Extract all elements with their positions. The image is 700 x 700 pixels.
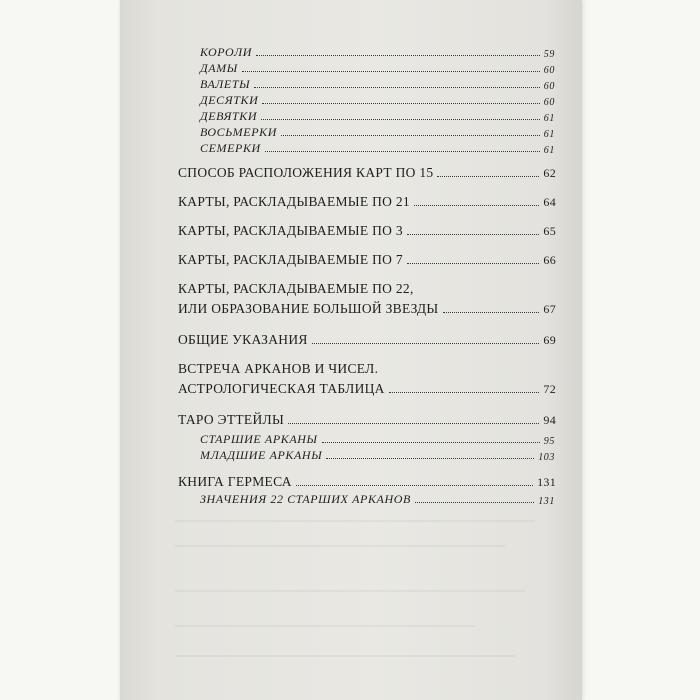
toc-page-number: 62: [543, 166, 556, 180]
toc-page-number: 65: [543, 224, 556, 238]
toc-entry-label: ЗНАЧЕНИЯ 22 СТАРШИХ АРКАНОВ: [200, 492, 411, 506]
toc-entry-book-of-hermes[interactable]: [178, 472, 556, 490]
toc-page-number: 66: [543, 253, 556, 267]
toc-entry-label: ВОСЬМЕРКИ: [200, 125, 277, 139]
dot-leader: [254, 87, 540, 88]
dot-leader: [443, 312, 540, 313]
toc-entry-nines[interactable]: [200, 108, 555, 124]
dot-leader: [261, 119, 540, 120]
toc-entry-label: КАРТЫ, РАСКЛАДЫВАЕМЫЕ ПО 3: [178, 223, 403, 238]
toc-entry-label: ТАРО ЭТТЕЙЛЫ: [178, 412, 285, 427]
toc-entry-cards-22[interactable]: [178, 299, 556, 317]
toc-entry-label: ОБЩИЕ УКАЗАНИЯ: [178, 332, 308, 347]
dot-leader: [242, 71, 540, 72]
toc-entry-label: СПОСОБ РАСПОЛОЖЕНИЯ КАРТ ПО 15: [178, 165, 434, 180]
toc-page-number: 72: [543, 382, 556, 396]
dot-leader: [265, 151, 540, 152]
toc-page-number: 94: [543, 413, 556, 427]
toc-page-number: 61: [543, 129, 555, 140]
dot-leader: [389, 392, 540, 393]
dot-leader: [326, 458, 534, 459]
bleed-through-line: [175, 545, 505, 547]
toc-page-number: 67: [543, 302, 556, 316]
toc-entry-label: КАРТЫ, РАСКЛАДЫВАЕМЫЕ ПО 21: [178, 194, 410, 209]
toc-page-number: 103: [538, 452, 555, 463]
toc-entry-cards-21[interactable]: [178, 192, 556, 210]
dot-leader: [296, 485, 533, 486]
toc-entry-minor-arcana[interactable]: [200, 447, 555, 463]
toc-entry-queens[interactable]: [200, 60, 555, 76]
dot-leader: [415, 502, 534, 503]
bleed-through-line: [175, 655, 515, 657]
toc-entry-label: ВАЛЕТЫ: [200, 77, 251, 91]
toc-page-number: 95: [543, 436, 555, 447]
toc-entry-cards-7[interactable]: [178, 250, 556, 268]
toc-entry-label: КАРТЫ, РАСКЛАДЫВАЕМЫЕ ПО 7: [178, 252, 403, 267]
bleed-through-line: [175, 590, 525, 592]
toc-entry-label: ДЕСЯТКИ: [200, 93, 259, 107]
toc-entry-label: МЛАДШИЕ АРКАНЫ: [200, 448, 323, 462]
toc-entry-label: КОРОЛИ: [200, 45, 253, 59]
dot-leader: [281, 135, 540, 136]
toc-entry-general-instructions[interactable]: [178, 330, 556, 348]
dot-leader: [407, 263, 539, 264]
toc-page-number: 61: [543, 113, 555, 124]
toc-page-number: 60: [543, 81, 555, 92]
toc-page-number: 64: [543, 195, 556, 209]
toc-entry-tens[interactable]: [200, 92, 555, 108]
dot-leader: [312, 343, 540, 344]
dot-leader: [437, 176, 539, 177]
toc-entry-tarot-etteila[interactable]: [178, 410, 556, 428]
dot-leader: [414, 205, 539, 206]
toc-entry-label: ДАМЫ: [200, 61, 238, 75]
toc-entry-label: ДЕВЯТКИ: [200, 109, 258, 123]
toc-entry-kings[interactable]: [200, 44, 555, 60]
toc-entry-jacks[interactable]: [200, 76, 555, 92]
toc-page-number: 131: [538, 496, 555, 507]
toc-entry-sevens[interactable]: [200, 140, 555, 156]
toc-entry-label: КНИГА ГЕРМЕСА: [178, 474, 292, 489]
toc-entry-cards-22-line1[interactable]: КАРТЫ, РАСКЛАДЫВАЕМЫЕ ПО 22,: [178, 281, 414, 296]
toc-entry-label: СТАРШИЕ АРКАНЫ: [200, 432, 318, 446]
bleed-through-line: [175, 625, 475, 627]
toc-entry-method-15[interactable]: [178, 163, 556, 181]
toc-entry-label: АСТРОЛОГИЧЕСКАЯ ТАБЛИЦА: [178, 381, 385, 396]
toc-page-number: 69: [543, 333, 556, 347]
toc-entry-eights[interactable]: [200, 124, 555, 140]
toc-entry-astrological-table[interactable]: [178, 379, 556, 397]
dot-leader: [407, 234, 539, 235]
toc-page-number: 60: [543, 65, 555, 76]
dot-leader: [288, 423, 539, 424]
toc-page-number: 60: [543, 97, 555, 108]
dot-leader: [256, 55, 540, 56]
toc-page-number: 61: [543, 145, 555, 156]
toc-page-number: 131: [537, 475, 556, 489]
dot-leader: [322, 442, 540, 443]
toc-entry-label: ИЛИ ОБРАЗОВАНИЕ БОЛЬШОЙ ЗВЕЗДЫ: [178, 301, 439, 316]
toc-entry-label: СЕМЕРКИ: [200, 141, 261, 155]
dot-leader: [262, 103, 539, 104]
toc-entry-cards-3[interactable]: [178, 221, 556, 239]
toc-entry-meeting-line1[interactable]: ВСТРЕЧА АРКАНОВ И ЧИСЕЛ.: [178, 361, 379, 376]
toc-entry-meanings-22-major-arcana[interactable]: [200, 491, 555, 507]
toc-entry-major-arcana[interactable]: [200, 431, 555, 447]
toc-page-number: 59: [543, 49, 555, 60]
bleed-through-line: [175, 520, 535, 522]
